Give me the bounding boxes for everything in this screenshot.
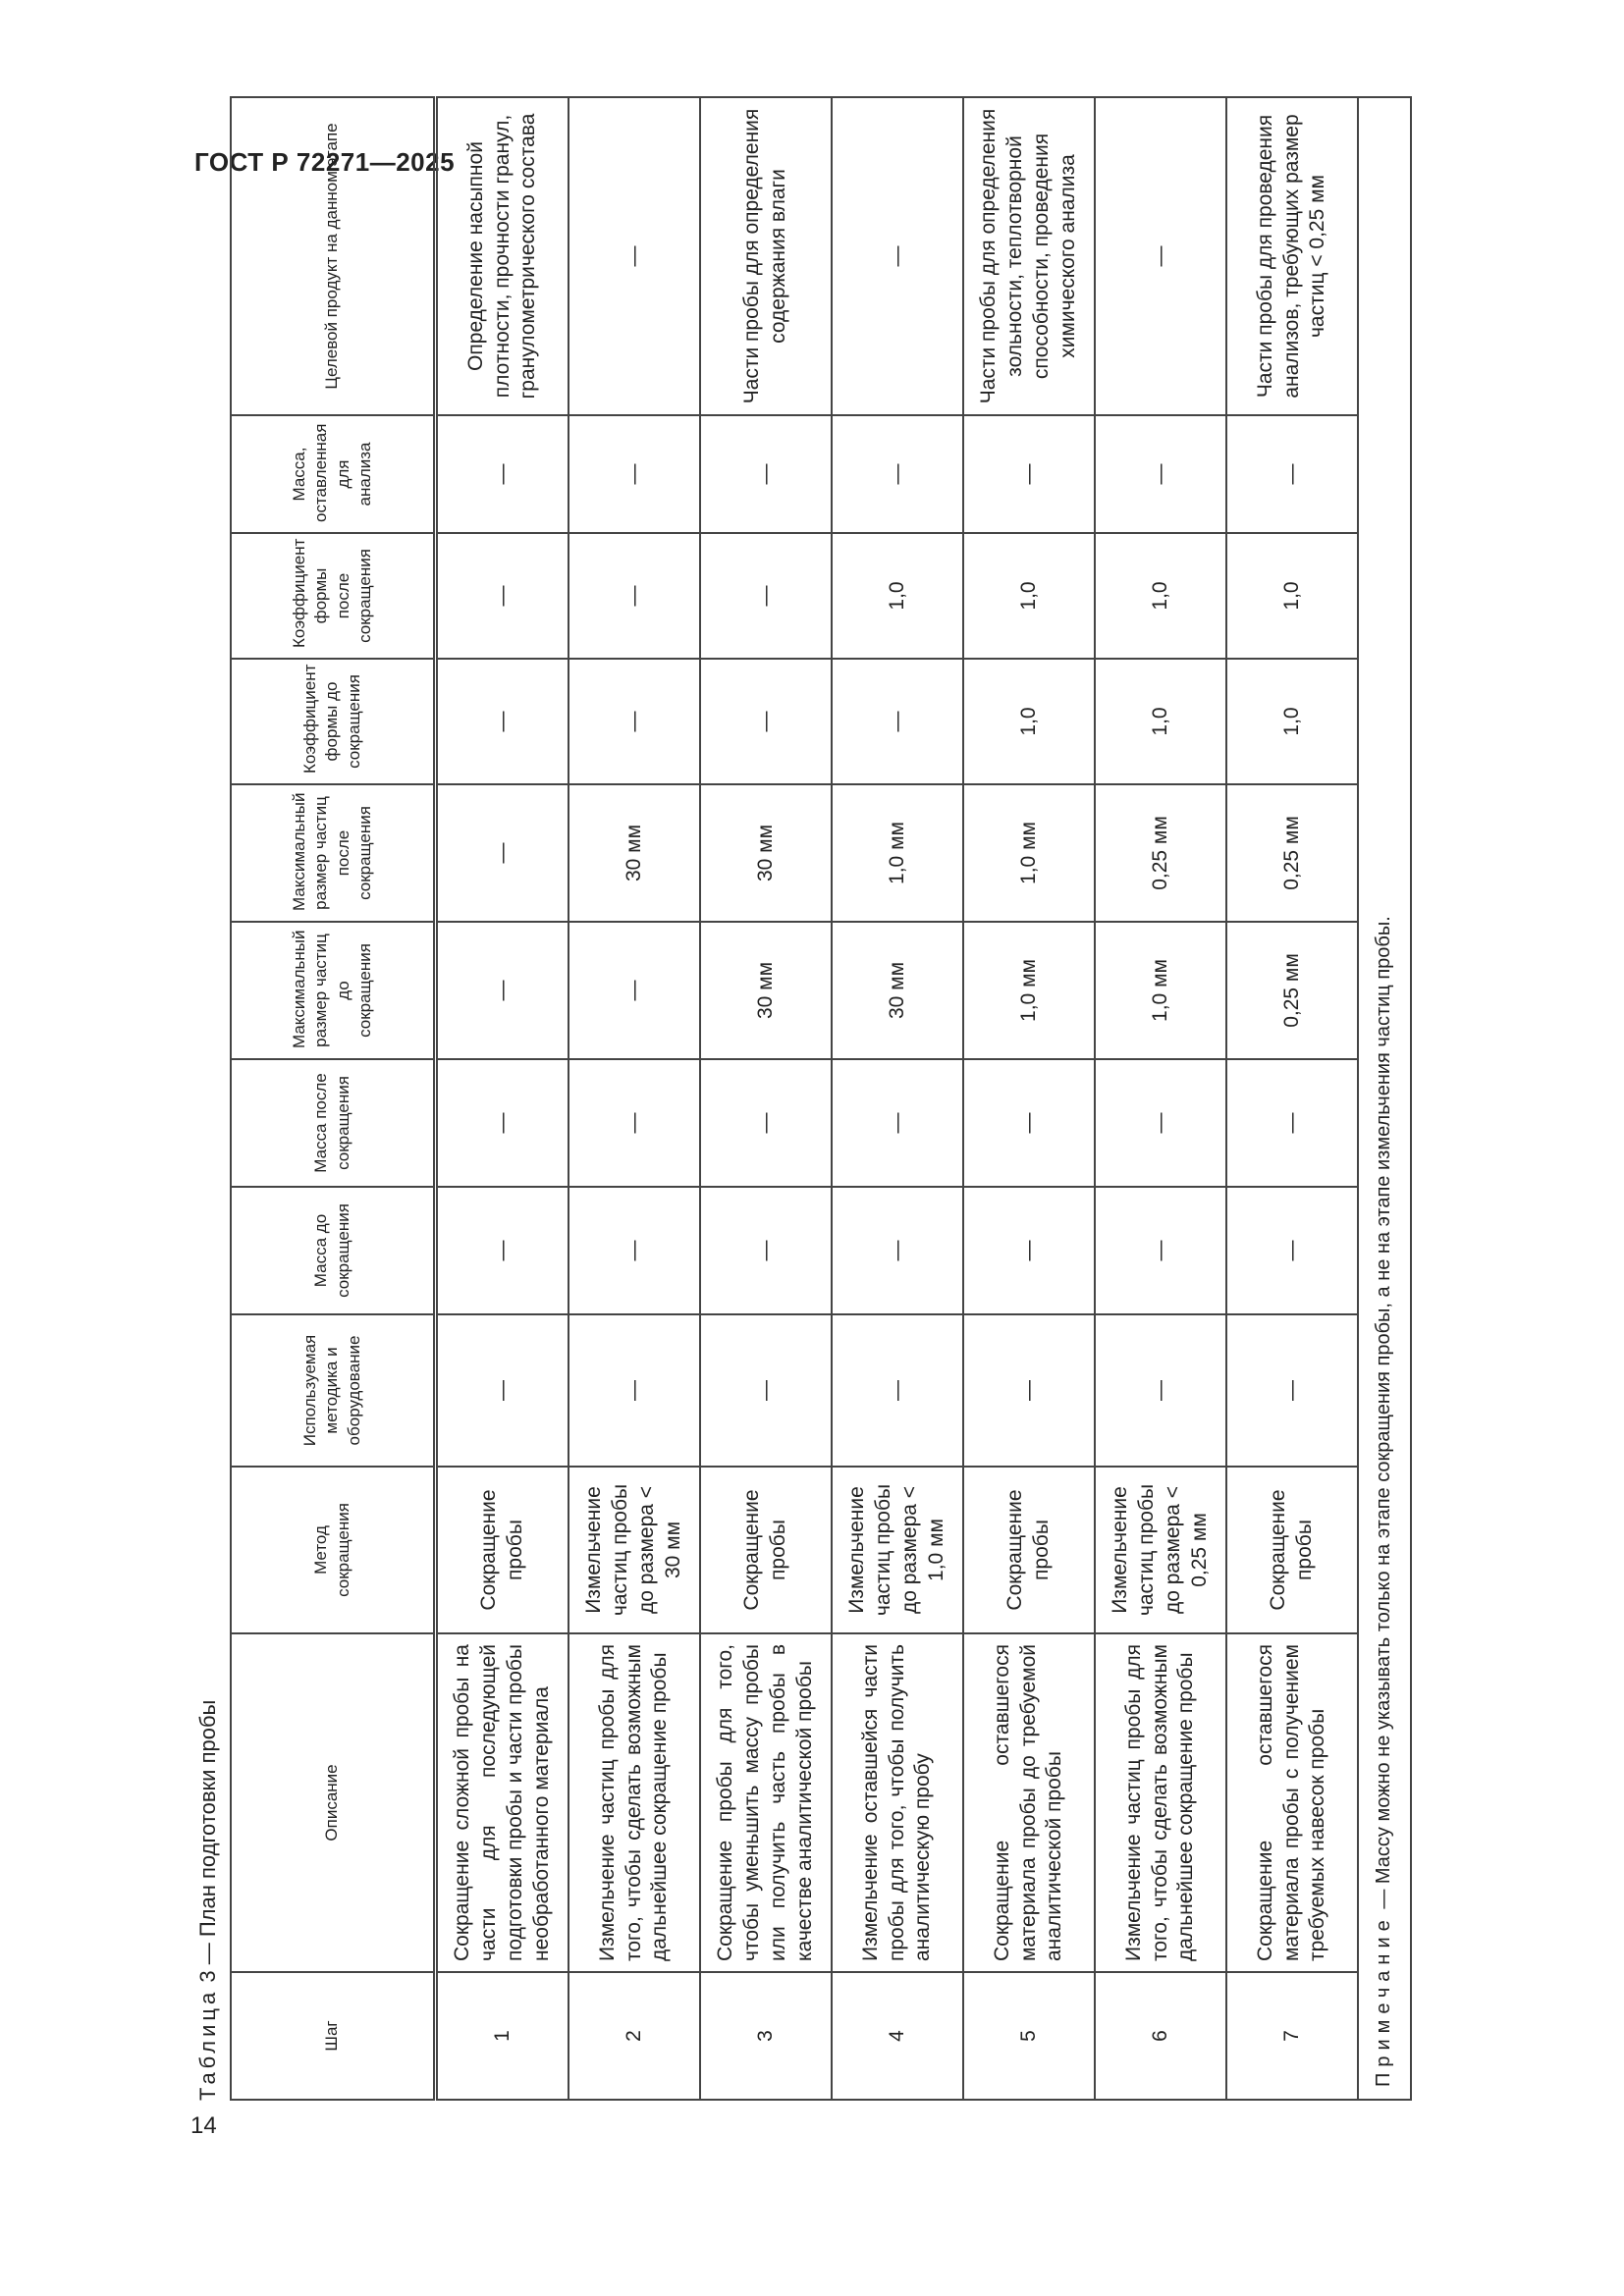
cell-mass-left: —: [700, 415, 832, 533]
cell-mass-after: —: [436, 1059, 569, 1187]
table-note: [1358, 97, 1411, 2100]
cell-shape-before: —: [568, 659, 700, 784]
cell-shape-after: 1,0: [832, 533, 963, 659]
cell-mass-left: —: [832, 415, 963, 533]
cell-max-size-before: 30 мм: [700, 922, 832, 1059]
header-method: Метод сокращения: [231, 1467, 436, 1633]
cell-equipment: —: [832, 1314, 963, 1467]
table-row: [1226, 97, 1358, 2100]
table-row: [568, 97, 700, 2100]
cell-shape-before: 1,0: [1226, 659, 1358, 784]
cell-shape-before: —: [700, 659, 832, 784]
header-shape-before: Коэффициент формы до сокращения: [231, 659, 436, 784]
cell-step: 4: [832, 1972, 963, 2100]
cell-mass-before: —: [700, 1187, 832, 1314]
cell-mass-before: —: [568, 1187, 700, 1314]
cell-mass-after: —: [700, 1059, 832, 1187]
table-header-row: [231, 97, 436, 2100]
table-caption: [195, 1700, 221, 2101]
table-row: [963, 97, 1095, 2100]
cell-max-size-before: 1,0 мм: [963, 922, 1095, 1059]
cell-max-size-after: 30 мм: [568, 784, 700, 922]
note-text: — Массу можно не указывать только на этапе сокращения пробы, а не на этапе измельчения частиц пробы.: [1373, 916, 1395, 1909]
cell-method: Сокращение пробы: [436, 1467, 569, 1633]
header-description: Описание: [231, 1633, 436, 1972]
cell-step: 2: [568, 1972, 700, 2100]
cell-target: Части пробы для определения содержания влаги: [700, 97, 832, 415]
table-note-row: [1358, 97, 1411, 2100]
cell-shape-after: —: [568, 533, 700, 659]
cell-max-size-before: —: [568, 922, 700, 1059]
cell-method: Измельчение частиц пробы до размера < 1,0 мм: [832, 1467, 963, 1633]
cell-step: 5: [963, 1972, 1095, 2100]
cell-mass-left: —: [436, 415, 569, 533]
cell-max-size-after: 30 мм: [700, 784, 832, 922]
cell-mass-before: —: [963, 1187, 1095, 1314]
cell-description: Измельчение частиц пробы для того, чтобы сделать возможным дальнейшее сокращение пробы: [568, 1633, 700, 1972]
cell-mass-after: —: [963, 1059, 1095, 1187]
cell-max-size-before: —: [436, 922, 569, 1059]
cell-shape-before: 1,0: [1095, 659, 1226, 784]
cell-mass-before: —: [436, 1187, 569, 1314]
cell-mass-before: —: [1226, 1187, 1358, 1314]
cell-target: —: [1095, 97, 1226, 415]
cell-shape-after: —: [700, 533, 832, 659]
cell-target: —: [568, 97, 700, 415]
cell-shape-after: —: [436, 533, 569, 659]
cell-mass-after: —: [568, 1059, 700, 1187]
header-step: Шаг: [231, 1972, 436, 2100]
cell-shape-before: 1,0: [963, 659, 1095, 784]
cell-equipment: —: [1095, 1314, 1226, 1467]
header-shape-after: Коэффициент формы после сокращения: [231, 533, 436, 659]
table-caption-text: 3 — План подготовки пробы: [195, 1699, 220, 1983]
cell-shape-after: 1,0: [1226, 533, 1358, 659]
cell-shape-after: 1,0: [963, 533, 1095, 659]
table-caption-label: Таблица: [195, 1988, 220, 2101]
cell-max-size-after: —: [436, 784, 569, 922]
cell-max-size-before: 0,25 мм: [1226, 922, 1358, 1059]
header-mass-before: Масса до сокращения: [231, 1187, 436, 1314]
cell-shape-before: —: [436, 659, 569, 784]
cell-shape-after: 1,0: [1095, 533, 1226, 659]
cell-description: Сокращение сложной пробы на части для последующей подготовки пробы и части пробы необработанного материала: [436, 1633, 569, 1972]
cell-shape-before: —: [832, 659, 963, 784]
cell-description: Измельчение оставшейся части пробы для того, чтобы получить аналитическую пробу: [832, 1633, 963, 1972]
cell-mass-left: —: [963, 415, 1095, 533]
cell-equipment: —: [700, 1314, 832, 1467]
document-code: ГОСТ Р 72271—2025: [194, 147, 456, 177]
header-mass-left: Масса, оставленная для анализа: [231, 415, 436, 533]
table-row: [1095, 97, 1226, 2100]
table-row: [700, 97, 832, 2100]
cell-mass-before: —: [1095, 1187, 1226, 1314]
sample-preparation-table: [230, 96, 1412, 2101]
cell-method: Сокращение пробы: [963, 1467, 1095, 1633]
cell-description: Измельчение частиц пробы для того, чтобы сделать возможным дальнейшее сокращение пробы: [1095, 1633, 1226, 1972]
cell-mass-after: —: [832, 1059, 963, 1187]
note-label: Примечание: [1373, 1914, 1395, 2087]
cell-max-size-after: 0,25 мм: [1095, 784, 1226, 922]
cell-mass-before: —: [832, 1187, 963, 1314]
cell-step: 6: [1095, 1972, 1226, 2100]
cell-max-size-before: 30 мм: [832, 922, 963, 1059]
header-max-size-after: Максимальный размер частиц после сокращения: [231, 784, 436, 922]
page-number: 14: [190, 2112, 217, 2139]
cell-max-size-after: 1,0 мм: [832, 784, 963, 922]
cell-method: Измельчение частиц пробы до размера < 0,25 мм: [1095, 1467, 1226, 1633]
cell-description: Сокращение пробы для того, чтобы уменьшить массу пробы или получить часть пробы в качестве аналитической пробы: [700, 1633, 832, 1972]
cell-description: Сокращение оставшегося материала пробы с получением требуемых навесок пробы: [1226, 1633, 1358, 1972]
cell-mass-after: —: [1226, 1059, 1358, 1187]
cell-method: Измельчение частиц пробы до размера < 30 мм: [568, 1467, 700, 1633]
cell-max-size-after: 0,25 мм: [1226, 784, 1358, 922]
cell-max-size-after: 1,0 мм: [963, 784, 1095, 922]
cell-equipment: —: [436, 1314, 569, 1467]
header-target: Целевой продукт на данном этапе: [231, 97, 436, 415]
cell-mass-left: —: [568, 415, 700, 533]
cell-equipment: —: [963, 1314, 1095, 1467]
header-equipment: Используемая методика и оборудование: [231, 1314, 436, 1467]
cell-equipment: —: [1226, 1314, 1358, 1467]
cell-step: 1: [436, 1972, 569, 2100]
cell-step: 3: [700, 1972, 832, 2100]
cell-max-size-before: 1,0 мм: [1095, 922, 1226, 1059]
cell-target: —: [832, 97, 963, 415]
header-mass-after: Масса после сокращения: [231, 1059, 436, 1187]
table-row: [436, 97, 569, 2100]
cell-mass-after: —: [1095, 1059, 1226, 1187]
table-row: [832, 97, 963, 2100]
cell-step: 7: [1226, 1972, 1358, 2100]
cell-target: Определение насыпной плотности, прочности гранул, гранулометрического состава: [436, 97, 569, 415]
header-max-size-before: Максимальный размер частиц до сокращения: [231, 922, 436, 1059]
cell-mass-left: —: [1226, 415, 1358, 533]
cell-method: Сокращение пробы: [1226, 1467, 1358, 1633]
cell-equipment: —: [568, 1314, 700, 1467]
cell-mass-left: —: [1095, 415, 1226, 533]
cell-target: Части пробы для проведения анализов, требующих размер частиц < 0,25 мм: [1226, 97, 1358, 415]
cell-target: Части пробы для определения зольности, теплотворной способности, проведения химического анализа: [963, 97, 1095, 415]
cell-description: Сокращение оставшегося материала пробы до требуемой аналитической пробы: [963, 1633, 1095, 1972]
rotated-table-block: [190, 98, 1395, 2101]
cell-method: Сокращение пробы: [700, 1467, 832, 1633]
